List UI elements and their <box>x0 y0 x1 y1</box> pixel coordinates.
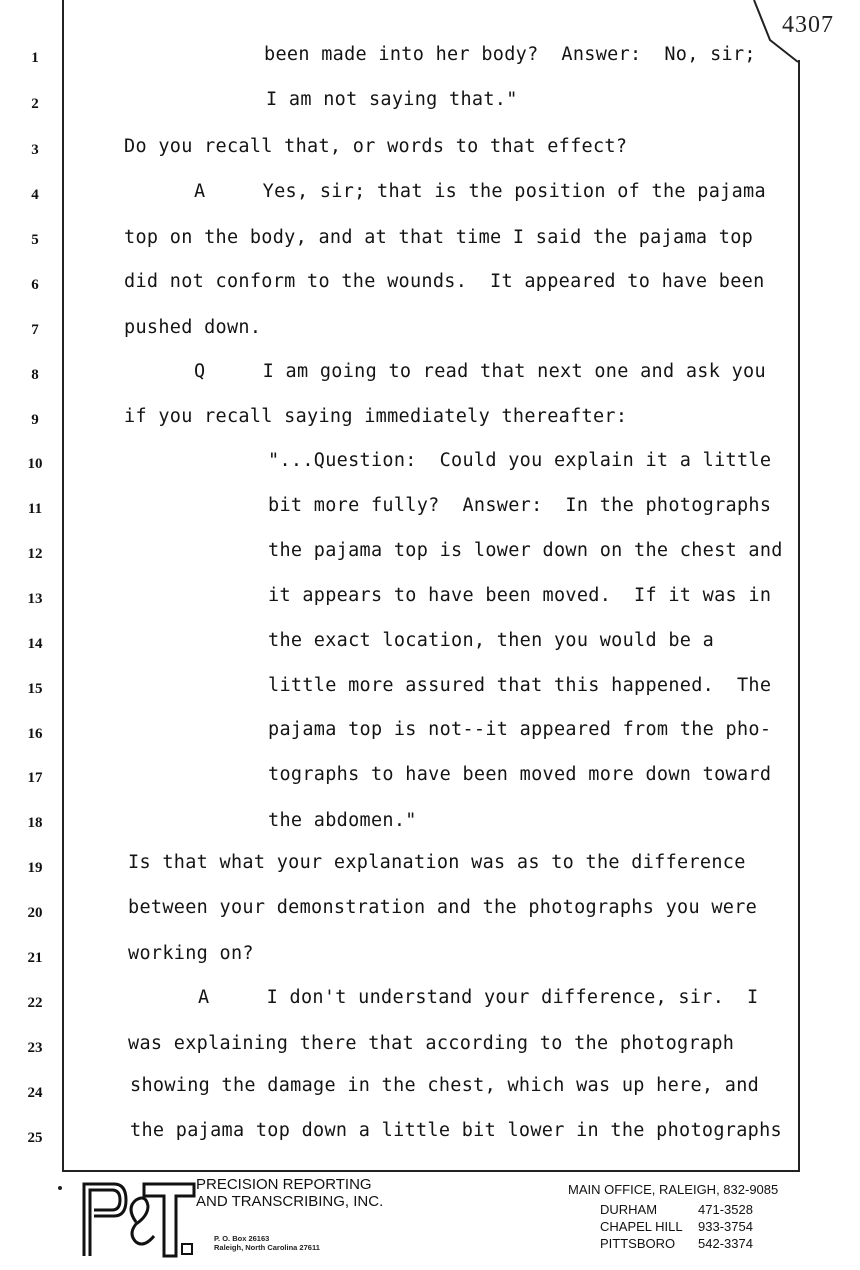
page-number: 4307 <box>782 12 834 38</box>
office-city: DURHAM <box>600 1202 658 1217</box>
line-number: 2 <box>31 96 39 112</box>
office-phone: 542-3374 <box>698 1236 753 1251</box>
transcript-line: the exact location, then you would be a <box>268 630 715 651</box>
line-number: 12 <box>27 546 43 562</box>
line-number: 23 <box>27 1040 43 1056</box>
transcript-line: "...Question: Could you explain it a little <box>268 450 772 471</box>
main-office: MAIN OFFICE, RALEIGH, 832-9085 <box>568 1182 779 1197</box>
line-number: 19 <box>27 860 43 876</box>
line-number: 21 <box>27 950 43 966</box>
line-number: 6 <box>31 277 39 293</box>
transcript-line: working on? <box>128 943 254 964</box>
transcript-line: Is that what your explanation was as to the difference <box>128 852 746 873</box>
margin-dot <box>58 1186 62 1190</box>
line-number: 18 <box>27 815 43 831</box>
page-frame-bottom-border <box>62 1170 800 1172</box>
transcript-line: I am not saying that." <box>266 89 518 110</box>
line-number: 14 <box>27 636 43 652</box>
company-logo <box>78 1178 198 1260</box>
line-number: 16 <box>27 726 43 742</box>
line-number: 7 <box>31 322 39 338</box>
line-number: 24 <box>27 1085 43 1101</box>
page-frame-right-border <box>798 60 800 1170</box>
po-box: P. O. Box 26163 <box>214 1234 270 1243</box>
line-number: 22 <box>27 995 43 1011</box>
office-city: PITTSBORO <box>600 1236 676 1251</box>
page-frame-left-border <box>62 0 64 1172</box>
transcript-line: did not conform to the wounds. It appeared to have been <box>124 271 765 292</box>
transcript-line: the abdomen." <box>268 810 417 831</box>
transcript-line: little more assured that this happened. The <box>268 675 772 696</box>
line-number: 17 <box>27 770 43 786</box>
transcript-line: it appears to have been moved. If it was in <box>268 585 772 606</box>
line-number: 3 <box>31 142 39 158</box>
transcript-line: if you recall saying immediately thereafter: <box>124 406 628 427</box>
transcript-line: top on the body, and at that time I said the pajama top <box>124 227 754 248</box>
transcript-line: was explaining there that according to the photograph <box>128 1033 735 1054</box>
office-city: CHAPEL HILL <box>600 1219 683 1234</box>
transcript-line: the pajama top is lower down on the chest and <box>268 540 783 561</box>
company-name <box>196 1176 383 1210</box>
transcript-line: between your demonstration and the photographs you were <box>128 897 758 918</box>
transcript-line: bit more fully? Answer: In the photographs <box>268 495 772 516</box>
transcript-line: Q I am going to read that next one and ask you <box>194 361 766 382</box>
office-phone: 471-3528 <box>698 1202 753 1217</box>
line-number: 20 <box>27 905 43 921</box>
line-number: 4 <box>31 187 39 203</box>
office-phone: 933-3754 <box>698 1219 753 1234</box>
transcript-line: the pajama top down a little bit lower in the photographs <box>130 1120 782 1141</box>
transcript-line: Do you recall that, or words to that effect? <box>124 136 628 157</box>
company-name-line1: PRECISION REPORTING <box>196 1176 372 1193</box>
line-number: 15 <box>27 681 43 697</box>
transcript-line: pajama top is not--it appeared from the pho- <box>268 719 772 740</box>
po-address: Raleigh, North Carolina 27611 <box>214 1243 320 1252</box>
line-number: 11 <box>27 501 43 517</box>
transcript-line: A Yes, sir; that is the position of the pajama <box>194 181 766 202</box>
line-number: 13 <box>27 591 43 607</box>
transcript-line: A I don't understand your difference, sir. I <box>198 987 759 1008</box>
line-number: 5 <box>31 232 39 248</box>
company-address <box>214 1234 320 1252</box>
transcript-line: tographs to have been moved more down toward <box>268 764 772 785</box>
transcript-line: showing the damage in the chest, which was up here, and <box>130 1075 760 1096</box>
line-number: 25 <box>27 1130 43 1146</box>
line-number: 9 <box>31 412 39 428</box>
line-number: 1 <box>31 50 39 66</box>
transcript-line: been made into her body? Answer: No, sir; <box>264 44 756 65</box>
company-name-line2: AND TRANSCRIBING, INC. <box>196 1193 384 1210</box>
line-number: 8 <box>31 367 39 383</box>
line-number: 10 <box>27 456 43 472</box>
transcript-line: pushed down. <box>124 317 262 338</box>
